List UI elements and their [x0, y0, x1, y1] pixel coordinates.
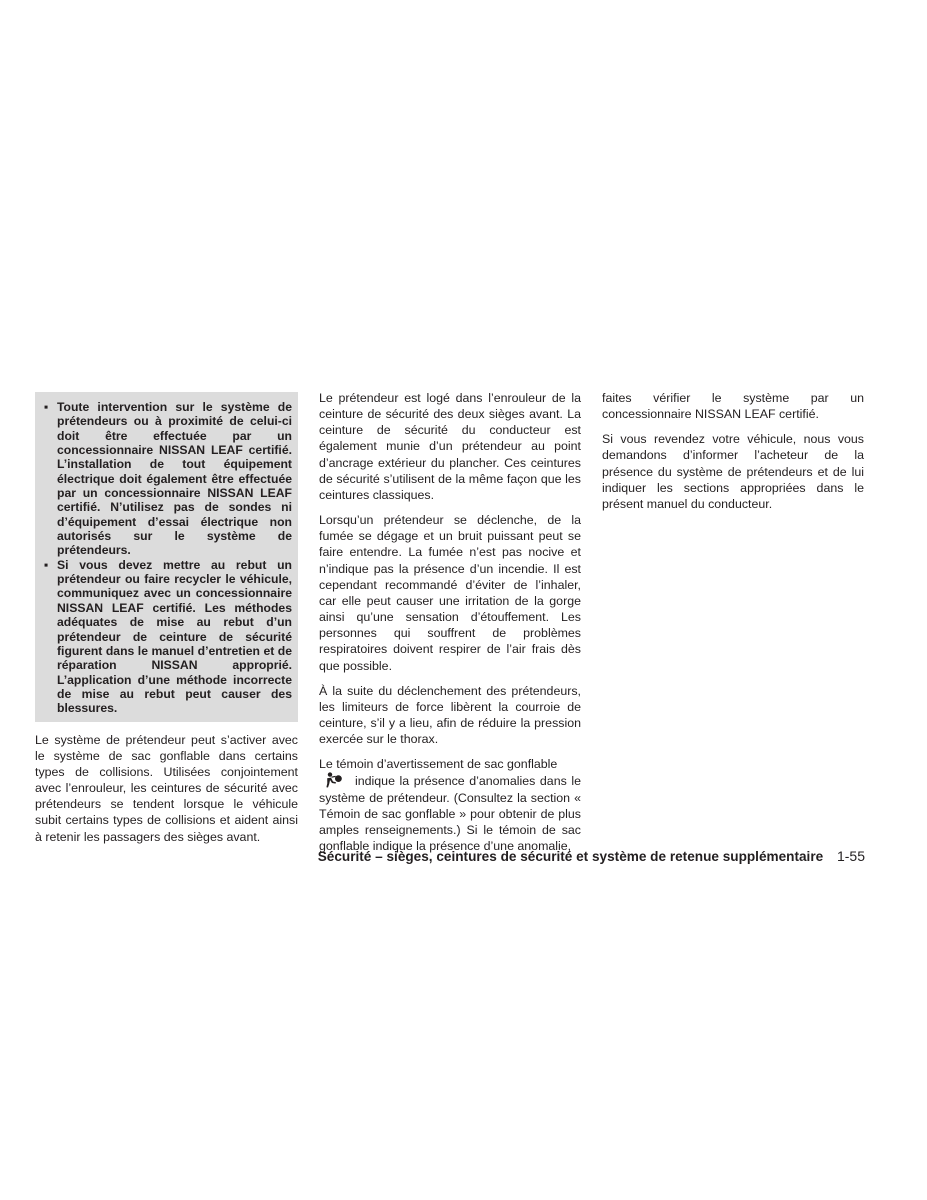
bullet-icon: ▪	[44, 400, 49, 414]
warning-item-text: Toute intervention sur le système de prétendeurs ou à proximité de celui-ci doit être effectuée par un concessionnaire NISSAN LEAF certifié. L’installation de tout équipement électrique doit également être effectuée par un concessionnaire NISSAN LEAF certifié. N’utilisez pas de sondes ni d’équipement d’essai électrique non autorisés sur le système de prétendeurs.	[57, 400, 292, 558]
paragraph-warning-light	[319, 756, 581, 854]
paragraph-resale: Si vous revendez votre véhicule, nous vous demandons d’informer l’acheteur de la présence du système de prétendeurs et de lui indiquer les sections appropriées dans le présent manuel du conducteur.	[602, 432, 864, 511]
column-right	[602, 390, 864, 521]
page-footer	[300, 848, 865, 864]
column-middle	[319, 390, 581, 863]
warning-item	[41, 400, 292, 558]
warning-list	[41, 400, 292, 716]
paragraph-pretensioner-location: Le prétendeur est logé dans l’enrouleur de la ceinture de sécurité des deux sièges avant. La ceinture de sécurité du conducteur est également munie d’un prétendeur au point d’ancrage extérieur du plancher. Ces ceintures de sécurité s’utilisent de la même façon que les ceintures classiques.	[319, 391, 581, 502]
section-title: Sécurité – sièges, ceintures de sécurité et système de retenue supplémentaire	[317, 849, 824, 864]
column-left	[35, 392, 298, 854]
paragraph-pretensioner-activation: Le système de prétendeur peut s’activer avec le système de sac gonflable dans certains types de collisions. Utilisées conjointement avec l’enrouleur, les ceintures de sécurité avec prétendeurs se tendent lorsque le véhicule subit certains types de collisions et aident ainsi à retenir les passagers des sièges avant.	[35, 732, 298, 844]
airbag-warning-icon	[325, 772, 343, 788]
paragraph-smoke: Lorsqu’un prétendeur se déclenche, de la fumée se dégage et un bruit puissant peut se faire entendre. La fumée n’est pas nocive et n’indique pas la présence d’un incendie. Il est cependant recommandé d’éviter de l’inhaler, car elle peut causer une irritation de la gorge ainsi qu’une sensation d’étouffement. Les personnes qui souffrent de problèmes respiratoires doivent respirer de l’air frais dès que possible.	[319, 513, 581, 673]
warning-item	[41, 558, 292, 716]
paragraph-dealer-check: faites vérifier le système par un concessionnaire NISSAN LEAF certifié.	[602, 391, 864, 422]
paragraph-force-limiters: À la suite du déclenchement des prétendeurs, les limiteurs de force libèrent la courroie de ceinture, s’il y a lieu, afin de réduire la pression exercée sur le thorax.	[319, 683, 581, 747]
warning-item-text: Si vous devez mettre au rebut un prétendeur ou faire recycler le véhicule, communiquez avec un concessionnaire NISSAN LEAF certifié. Les méthodes adéquates de mise au rebut d’un prétendeur de ceinture de sécurité figurent dans le manuel d’entretien et de réparation NISSAN approprié. L’application d’une méthode incorrecte de mise au rebut peut causer des blessures.	[57, 557, 292, 716]
page-number: 1-55	[836, 848, 865, 864]
bullet-icon: ▪	[44, 557, 49, 572]
warning-light-text-after: indique la présence d’anomalies dans le système de prétendeur. (Consultez la section « Témoin de sac gonflable » pour obtenir de plus amples renseignements.) Si le témoin de sac gonflable indique la présence d’une anomalie,	[319, 774, 581, 854]
warning-light-text-before: Le témoin d’avertissement de sac gonflable	[319, 757, 558, 772]
warning-box	[35, 392, 298, 722]
